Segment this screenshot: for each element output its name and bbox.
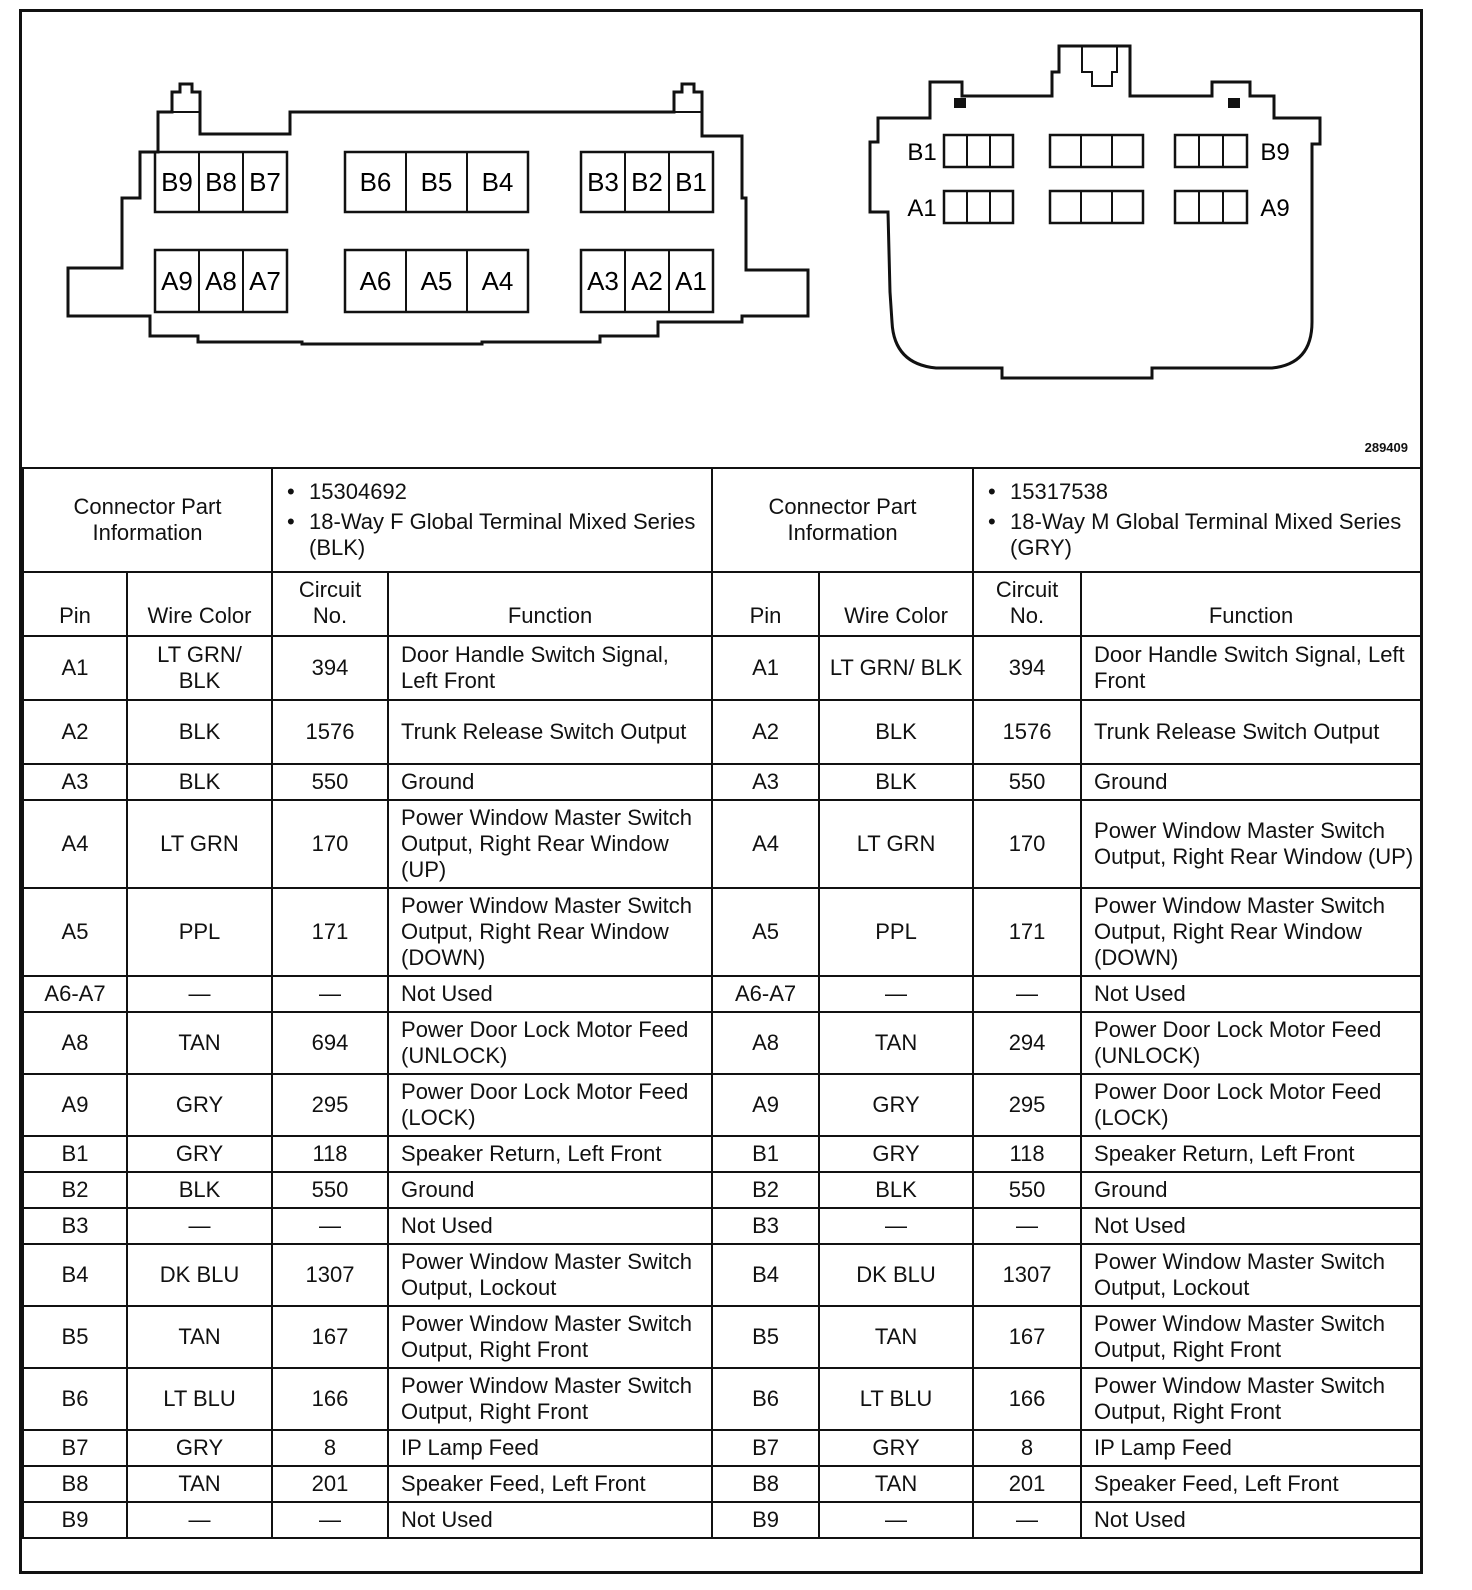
col-circuit: Circuit No. bbox=[272, 572, 388, 636]
circuit-cell: 167 bbox=[973, 1306, 1081, 1368]
pin-cell: B4 bbox=[712, 1244, 819, 1306]
pin-cell: A2 bbox=[23, 700, 127, 764]
wire-color-cell: — bbox=[127, 976, 272, 1012]
function-cell: Not Used bbox=[388, 1208, 712, 1244]
wire-color-cell: LT BLU bbox=[819, 1368, 973, 1430]
function-cell: Power Window Master Switch Output, Right Front bbox=[388, 1306, 712, 1368]
wire-color-cell: GRY bbox=[127, 1136, 272, 1172]
circuit-cell: — bbox=[272, 976, 388, 1012]
wire-color-cell: BLK bbox=[819, 1172, 973, 1208]
table-row bbox=[23, 1368, 1421, 1430]
pin-cell: B8 bbox=[23, 1466, 127, 1502]
function-cell: Power Window Master Switch Output, Right Rear Window (UP) bbox=[1081, 800, 1421, 888]
function-cell: Power Door Lock Motor Feed (UNLOCK) bbox=[1081, 1012, 1421, 1074]
function-cell: IP Lamp Feed bbox=[388, 1430, 712, 1466]
label-a1: A1 bbox=[907, 195, 937, 222]
pin-cell: A4 bbox=[23, 800, 127, 888]
function-cell: Speaker Return, Left Front bbox=[388, 1136, 712, 1172]
column-header-row bbox=[23, 572, 1421, 636]
pin-cell: A3 bbox=[23, 764, 127, 800]
cavity-label: B8 bbox=[205, 167, 237, 197]
cavity-label: A9 bbox=[161, 266, 193, 296]
cavity-label: A5 bbox=[420, 266, 453, 296]
wire-color-cell: LT GRN/ BLK bbox=[819, 636, 973, 700]
circuit-cell: 295 bbox=[272, 1074, 388, 1136]
wire-color-cell: PPL bbox=[819, 888, 973, 976]
pin-cell: A3 bbox=[712, 764, 819, 800]
function-cell: Door Handle Switch Signal, Left Front bbox=[1081, 636, 1421, 700]
connector-desc-left: • 18-Way F Global Terminal Mixed Series (BLK) bbox=[309, 509, 705, 561]
wire-color-cell: — bbox=[819, 1502, 973, 1538]
table-row bbox=[23, 1208, 1421, 1244]
cavity-label: B6 bbox=[359, 167, 392, 197]
circuit-cell: 550 bbox=[973, 764, 1081, 800]
cavity-label: A8 bbox=[205, 266, 237, 296]
cavity-group-row-a bbox=[944, 191, 1013, 223]
pin-cell: B6 bbox=[712, 1368, 819, 1430]
left-connector-cavities bbox=[155, 152, 713, 312]
pin-cell: B2 bbox=[712, 1172, 819, 1208]
table-row bbox=[23, 636, 1421, 700]
table-row bbox=[23, 1012, 1421, 1074]
circuit-cell: 550 bbox=[272, 764, 388, 800]
function-cell: Power Window Master Switch Output, Right Rear Window (DOWN) bbox=[1081, 888, 1421, 976]
function-cell: Ground bbox=[388, 1172, 712, 1208]
cavity-label: B2 bbox=[631, 167, 663, 197]
wire-color-cell: BLK bbox=[127, 700, 272, 764]
col-pin: Pin bbox=[23, 572, 127, 636]
function-cell: Not Used bbox=[1081, 976, 1421, 1012]
cavity-label: B9 bbox=[161, 167, 193, 197]
pin-cell: B5 bbox=[23, 1306, 127, 1368]
function-cell: Power Window Master Switch Output, Lockout bbox=[388, 1244, 712, 1306]
connector-info-row bbox=[23, 468, 1421, 572]
pin-cell: B3 bbox=[23, 1208, 127, 1244]
wire-color-cell: LT GRN/ BLK bbox=[127, 636, 272, 700]
pin-cell: B7 bbox=[712, 1430, 819, 1466]
table-row bbox=[23, 1074, 1421, 1136]
cavity-label: A6 bbox=[359, 266, 392, 296]
pin-cell: B3 bbox=[712, 1208, 819, 1244]
circuit-cell: 1576 bbox=[973, 700, 1081, 764]
wire-color-cell: BLK bbox=[819, 764, 973, 800]
table-row bbox=[23, 1430, 1421, 1466]
pin-cell: A5 bbox=[23, 888, 127, 976]
pin-cell: A8 bbox=[23, 1012, 127, 1074]
table-row bbox=[23, 700, 1421, 764]
wire-color-cell: GRY bbox=[127, 1074, 272, 1136]
function-cell: Power Window Master Switch Output, Right Front bbox=[1081, 1306, 1421, 1368]
col-pin: Pin bbox=[712, 572, 819, 636]
function-cell: Trunk Release Switch Output bbox=[1081, 700, 1421, 764]
cavity-label: B7 bbox=[249, 167, 281, 197]
table-row bbox=[23, 1244, 1421, 1306]
col-function: Function bbox=[1081, 572, 1421, 636]
pin-cell: A9 bbox=[23, 1074, 127, 1136]
table-row bbox=[23, 976, 1421, 1012]
function-cell: Not Used bbox=[1081, 1208, 1421, 1244]
pin-cell: B2 bbox=[23, 1172, 127, 1208]
circuit-cell: — bbox=[973, 1502, 1081, 1538]
wire-color-cell: — bbox=[127, 1208, 272, 1244]
wire-color-cell: BLK bbox=[127, 764, 272, 800]
cavity-label: B4 bbox=[481, 167, 514, 197]
table-row bbox=[23, 1502, 1421, 1538]
circuit-cell: 394 bbox=[272, 636, 388, 700]
wire-color-cell: TAN bbox=[819, 1306, 973, 1368]
function-cell: Power Window Master Switch Output, Lockout bbox=[1081, 1244, 1421, 1306]
circuit-cell: 201 bbox=[272, 1466, 388, 1502]
circuit-cell: 170 bbox=[973, 800, 1081, 888]
circuit-cell: 171 bbox=[973, 888, 1081, 976]
cavity-group-row-a bbox=[1050, 191, 1143, 223]
wire-color-cell: PPL bbox=[127, 888, 272, 976]
circuit-cell: 550 bbox=[973, 1172, 1081, 1208]
function-cell: Power Window Master Switch Output, Right Rear Window (UP) bbox=[388, 800, 712, 888]
wire-color-cell: BLK bbox=[127, 1172, 272, 1208]
pin-cell: B4 bbox=[23, 1244, 127, 1306]
table-row bbox=[23, 764, 1421, 800]
col-circuit: Circuit No. bbox=[973, 572, 1081, 636]
figure-id: 289409 bbox=[1364, 440, 1408, 455]
table-row bbox=[23, 1172, 1421, 1208]
circuit-cell: — bbox=[272, 1208, 388, 1244]
cavity-group-row-b bbox=[944, 135, 1013, 167]
pin-cell: A4 bbox=[712, 800, 819, 888]
pin-cell: A6-A7 bbox=[712, 976, 819, 1012]
function-cell: Ground bbox=[388, 764, 712, 800]
table-row bbox=[23, 1466, 1421, 1502]
pin-cell: A6-A7 bbox=[23, 976, 127, 1012]
wire-color-cell: — bbox=[127, 1502, 272, 1538]
wire-color-cell: LT GRN bbox=[127, 800, 272, 888]
wire-color-cell: TAN bbox=[127, 1466, 272, 1502]
wire-color-cell: TAN bbox=[819, 1466, 973, 1502]
wire-color-cell: GRY bbox=[819, 1074, 973, 1136]
table-row bbox=[23, 800, 1421, 888]
latch-mark-left bbox=[954, 98, 966, 108]
function-cell: Not Used bbox=[388, 1502, 712, 1538]
circuit-cell: 1307 bbox=[973, 1244, 1081, 1306]
circuit-cell: — bbox=[973, 976, 1081, 1012]
circuit-cell: 1307 bbox=[272, 1244, 388, 1306]
label-b9: B9 bbox=[1260, 139, 1290, 166]
table-row bbox=[23, 888, 1421, 976]
cavity-label: A3 bbox=[587, 266, 619, 296]
circuit-cell: 167 bbox=[272, 1306, 388, 1368]
circuit-cell: 8 bbox=[272, 1430, 388, 1466]
function-cell: Not Used bbox=[1081, 1502, 1421, 1538]
wire-color-cell: DK BLU bbox=[819, 1244, 973, 1306]
circuit-cell: 294 bbox=[973, 1012, 1081, 1074]
circuit-cell: 166 bbox=[973, 1368, 1081, 1430]
connector-diagram bbox=[22, 12, 1420, 467]
function-cell: Door Handle Switch Signal, Left Front bbox=[388, 636, 712, 700]
function-cell: Speaker Return, Left Front bbox=[1081, 1136, 1421, 1172]
wire-color-cell: — bbox=[819, 1208, 973, 1244]
circuit-cell: 171 bbox=[272, 888, 388, 976]
circuit-cell: — bbox=[272, 1502, 388, 1538]
latch-mark-right bbox=[1228, 98, 1240, 108]
pin-cell: A2 bbox=[712, 700, 819, 764]
circuit-cell: 201 bbox=[973, 1466, 1081, 1502]
info-label-right: Connector Part Information bbox=[712, 468, 973, 572]
wire-color-cell: TAN bbox=[127, 1012, 272, 1074]
circuit-cell: 118 bbox=[272, 1136, 388, 1172]
info-items-left bbox=[272, 468, 712, 572]
right-connector-outline bbox=[870, 46, 1320, 378]
pin-cell: B5 bbox=[712, 1306, 819, 1368]
connector-figure bbox=[19, 9, 1423, 1574]
table-row bbox=[23, 1136, 1421, 1172]
function-cell: Not Used bbox=[388, 976, 712, 1012]
wire-color-cell: GRY bbox=[819, 1136, 973, 1172]
col-function: Function bbox=[388, 572, 712, 636]
wire-color-cell: DK BLU bbox=[127, 1244, 272, 1306]
cavity-label: B5 bbox=[420, 167, 453, 197]
circuit-cell: 550 bbox=[272, 1172, 388, 1208]
circuit-cell: 295 bbox=[973, 1074, 1081, 1136]
pin-cell: B8 bbox=[712, 1466, 819, 1502]
circuit-cell: 1576 bbox=[272, 700, 388, 764]
cavity-group-row-a bbox=[1175, 191, 1247, 223]
cavity-group-row-b bbox=[1050, 135, 1143, 167]
wire-color-cell: BLK bbox=[819, 700, 973, 764]
function-cell: Ground bbox=[1081, 1172, 1421, 1208]
circuit-cell: — bbox=[973, 1208, 1081, 1244]
cavity-label: A7 bbox=[249, 266, 281, 296]
circuit-cell: 8 bbox=[973, 1430, 1081, 1466]
cavity-label: A2 bbox=[631, 266, 663, 296]
table-row bbox=[23, 1306, 1421, 1368]
cavity-label: A1 bbox=[675, 266, 707, 296]
wire-color-cell: GRY bbox=[127, 1430, 272, 1466]
part-number-left: • 15304692 bbox=[309, 479, 705, 505]
pin-cell: B6 bbox=[23, 1368, 127, 1430]
label-a9: A9 bbox=[1260, 195, 1290, 222]
function-cell: IP Lamp Feed bbox=[1081, 1430, 1421, 1466]
pin-cell: B9 bbox=[712, 1502, 819, 1538]
pin-cell: B9 bbox=[23, 1502, 127, 1538]
function-cell: Power Door Lock Motor Feed (LOCK) bbox=[1081, 1074, 1421, 1136]
right-connector-cavities bbox=[907, 135, 1289, 223]
circuit-cell: 694 bbox=[272, 1012, 388, 1074]
function-cell: Power Window Master Switch Output, Right Front bbox=[1081, 1368, 1421, 1430]
wire-color-cell: LT GRN bbox=[819, 800, 973, 888]
wire-color-cell: TAN bbox=[819, 1012, 973, 1074]
info-items-right bbox=[973, 468, 1421, 572]
wire-color-cell: GRY bbox=[819, 1430, 973, 1466]
pin-cell: A1 bbox=[712, 636, 819, 700]
pin-cell: A9 bbox=[712, 1074, 819, 1136]
col-wire-color: Wire Color bbox=[127, 572, 272, 636]
circuit-cell: 166 bbox=[272, 1368, 388, 1430]
function-cell: Power Door Lock Motor Feed (LOCK) bbox=[388, 1074, 712, 1136]
part-number-right: • 15317538 bbox=[1010, 479, 1414, 505]
cavity-label: B3 bbox=[587, 167, 619, 197]
wire-color-cell: TAN bbox=[127, 1306, 272, 1368]
cavity-group-row-b bbox=[1175, 135, 1247, 167]
function-cell: Power Window Master Switch Output, Right Rear Window (DOWN) bbox=[388, 888, 712, 976]
function-cell: Power Window Master Switch Output, Right Front bbox=[388, 1368, 712, 1430]
function-cell: Speaker Feed, Left Front bbox=[1081, 1466, 1421, 1502]
label-b1: B1 bbox=[907, 139, 937, 166]
wire-color-cell: LT BLU bbox=[127, 1368, 272, 1430]
cavity-label: A4 bbox=[481, 266, 514, 296]
cavity-label: B1 bbox=[675, 167, 707, 197]
info-label-left: Connector Part Information bbox=[23, 468, 272, 572]
circuit-cell: 170 bbox=[272, 800, 388, 888]
col-wire-color: Wire Color bbox=[819, 572, 973, 636]
pin-cell: A5 bbox=[712, 888, 819, 976]
connector-desc-right: • 18-Way M Global Terminal Mixed Series (GRY) bbox=[1010, 509, 1414, 561]
pin-cell: B1 bbox=[712, 1136, 819, 1172]
pin-cell: B7 bbox=[23, 1430, 127, 1466]
circuit-cell: 118 bbox=[973, 1136, 1081, 1172]
pin-cell: B1 bbox=[23, 1136, 127, 1172]
pin-cell: A1 bbox=[23, 636, 127, 700]
wire-color-cell: — bbox=[819, 976, 973, 1012]
left-connector-outline bbox=[68, 84, 808, 344]
pin-cell: A8 bbox=[712, 1012, 819, 1074]
function-cell: Trunk Release Switch Output bbox=[388, 700, 712, 764]
pinout-table bbox=[22, 467, 1422, 1539]
function-cell: Power Door Lock Motor Feed (UNLOCK) bbox=[388, 1012, 712, 1074]
circuit-cell: 394 bbox=[973, 636, 1081, 700]
function-cell: Ground bbox=[1081, 764, 1421, 800]
function-cell: Speaker Feed, Left Front bbox=[388, 1466, 712, 1502]
